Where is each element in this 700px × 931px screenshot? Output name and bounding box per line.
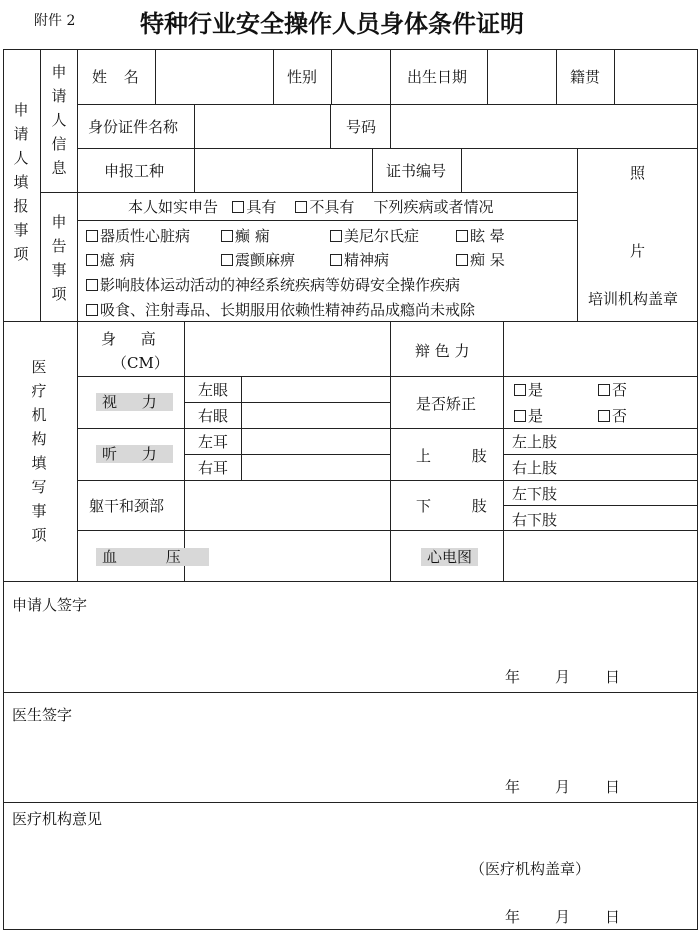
- upper-limb-label: 上 肢: [416, 447, 505, 465]
- condition-item[interactable]: [86, 301, 475, 319]
- disease-item[interactable]: [221, 227, 270, 245]
- corrected-option[interactable]: [598, 407, 627, 425]
- checkbox: [86, 254, 98, 266]
- checkbox: [330, 230, 342, 242]
- date-month: 月: [555, 668, 571, 686]
- disease-label: 痴 呆: [470, 251, 505, 269]
- left-eye-label: 左眼: [198, 381, 229, 399]
- birth-label: 出生日期: [407, 68, 468, 86]
- attachment-label: 附件 2: [34, 13, 76, 29]
- native-label: 籍贯: [570, 68, 601, 86]
- medical-seal-note: （医疗机构盖章）: [470, 860, 591, 878]
- disease-label: 震颤麻痹: [235, 251, 296, 269]
- checkbox: [221, 254, 233, 266]
- applicant-info-label: 申请人信息: [51, 63, 67, 177]
- applicant-signature-label: 申请人签字: [12, 596, 88, 614]
- trunk-neck-label: 躯干和颈部: [89, 497, 165, 515]
- id-type-label: 身份证件名称: [88, 118, 179, 136]
- right-upper-limb-label: 右上肢: [512, 459, 558, 477]
- right-ear-label: 右耳: [198, 459, 229, 477]
- disease-item[interactable]: [221, 251, 295, 269]
- height-label: 身 高: [101, 330, 166, 348]
- disease-item[interactable]: [330, 227, 419, 245]
- disease-label: 美尼尔氏症: [344, 227, 420, 245]
- applicant-section-label: 申请人填报事项: [13, 101, 29, 263]
- date-year: 年: [505, 668, 521, 686]
- condition-label: 影响肢体运动活动的神经系统疾病等妨碍安全操作疾病: [100, 276, 461, 294]
- ecg-label: 心电图: [421, 548, 478, 566]
- gender-label: 性别: [287, 68, 318, 86]
- left-upper-limb-label: 左上肢: [512, 433, 558, 451]
- corrected-option[interactable]: [514, 407, 543, 425]
- corrected-option[interactable]: [598, 381, 627, 399]
- disease-label: 器质性心脏病: [100, 227, 191, 245]
- id-number-label: 号码: [346, 118, 377, 136]
- yes-label: 是: [528, 407, 544, 425]
- right-eye-label: 右眼: [198, 407, 229, 425]
- disease-label: 癫 痫: [235, 227, 270, 245]
- declare-tail: 下列疾病或者情况: [373, 198, 494, 216]
- date-day: 日: [605, 908, 621, 926]
- training-seal-label: 培训机构盖章: [588, 290, 679, 308]
- opt-have: 具有: [246, 198, 277, 216]
- checkbox: [221, 230, 233, 242]
- checkbox-not-have[interactable]: [295, 201, 307, 213]
- date-day: 日: [605, 668, 621, 686]
- declare-line: [128, 198, 494, 216]
- photo-label-2: 片: [630, 242, 646, 260]
- disease-item[interactable]: [330, 251, 389, 269]
- checkbox: [86, 279, 98, 291]
- cert-number-label: 证书编号: [386, 162, 447, 180]
- checkbox: [598, 410, 610, 422]
- medical-opinion-label: 医疗机构意见: [12, 810, 103, 828]
- condition-label: 吸食、注射毒品、长期服用依赖性精神药品成瘾尚未戒除: [100, 301, 476, 319]
- right-lower-limb-label: 右下肢: [512, 511, 558, 529]
- lower-limb-label: 下 肢: [416, 497, 505, 515]
- hearing-label: 听 力: [96, 445, 173, 463]
- disease-label: 癔 病: [100, 251, 135, 269]
- date-year: 年: [505, 778, 521, 796]
- checkbox-have[interactable]: [232, 201, 244, 213]
- disease-label: 精神病: [344, 251, 390, 269]
- checkbox: [330, 254, 342, 266]
- disease-item[interactable]: [456, 227, 505, 245]
- color-vision-label: 辩 色 力: [415, 342, 470, 360]
- left-ear-label: 左耳: [198, 433, 229, 451]
- declare-intro: 本人如实申告: [128, 198, 219, 216]
- declare-label: 申告事项: [51, 213, 67, 303]
- height-unit-label: （CM）: [112, 354, 169, 372]
- medical-section-label: 医疗机构填写事项: [31, 358, 47, 544]
- checkbox: [514, 384, 526, 396]
- date-month: 月: [555, 908, 571, 926]
- doctor-signature-label: 医生签字: [12, 706, 73, 724]
- corrected-label: 是否矫正: [416, 395, 477, 413]
- disease-item[interactable]: [86, 227, 190, 245]
- checkbox: [86, 304, 98, 316]
- checkbox: [598, 384, 610, 396]
- date-day: 日: [605, 778, 621, 796]
- yes-label: 是: [528, 381, 544, 399]
- name-label: 姓 名: [92, 68, 145, 86]
- checkbox: [86, 230, 98, 242]
- page-title: 特种行业安全操作人员身体条件证明: [140, 10, 524, 38]
- no-label: 否: [612, 381, 628, 399]
- condition-item[interactable]: [86, 276, 460, 294]
- checkbox: [456, 230, 468, 242]
- vision-label: 视 力: [96, 393, 173, 411]
- no-label: 否: [612, 407, 628, 425]
- disease-item[interactable]: [86, 251, 135, 269]
- date-month: 月: [555, 778, 571, 796]
- disease-label: 眩 晕: [470, 227, 505, 245]
- corrected-option[interactable]: [514, 381, 543, 399]
- disease-item[interactable]: [456, 251, 505, 269]
- job-label: 申报工种: [104, 162, 165, 180]
- checkbox: [514, 410, 526, 422]
- checkbox: [456, 254, 468, 266]
- date-year: 年: [505, 908, 521, 926]
- opt-not-have: 不具有: [309, 198, 355, 216]
- photo-label-1: 照: [630, 164, 646, 182]
- blood-pressure-label: 血 压: [96, 548, 209, 566]
- left-lower-limb-label: 左下肢: [512, 485, 558, 503]
